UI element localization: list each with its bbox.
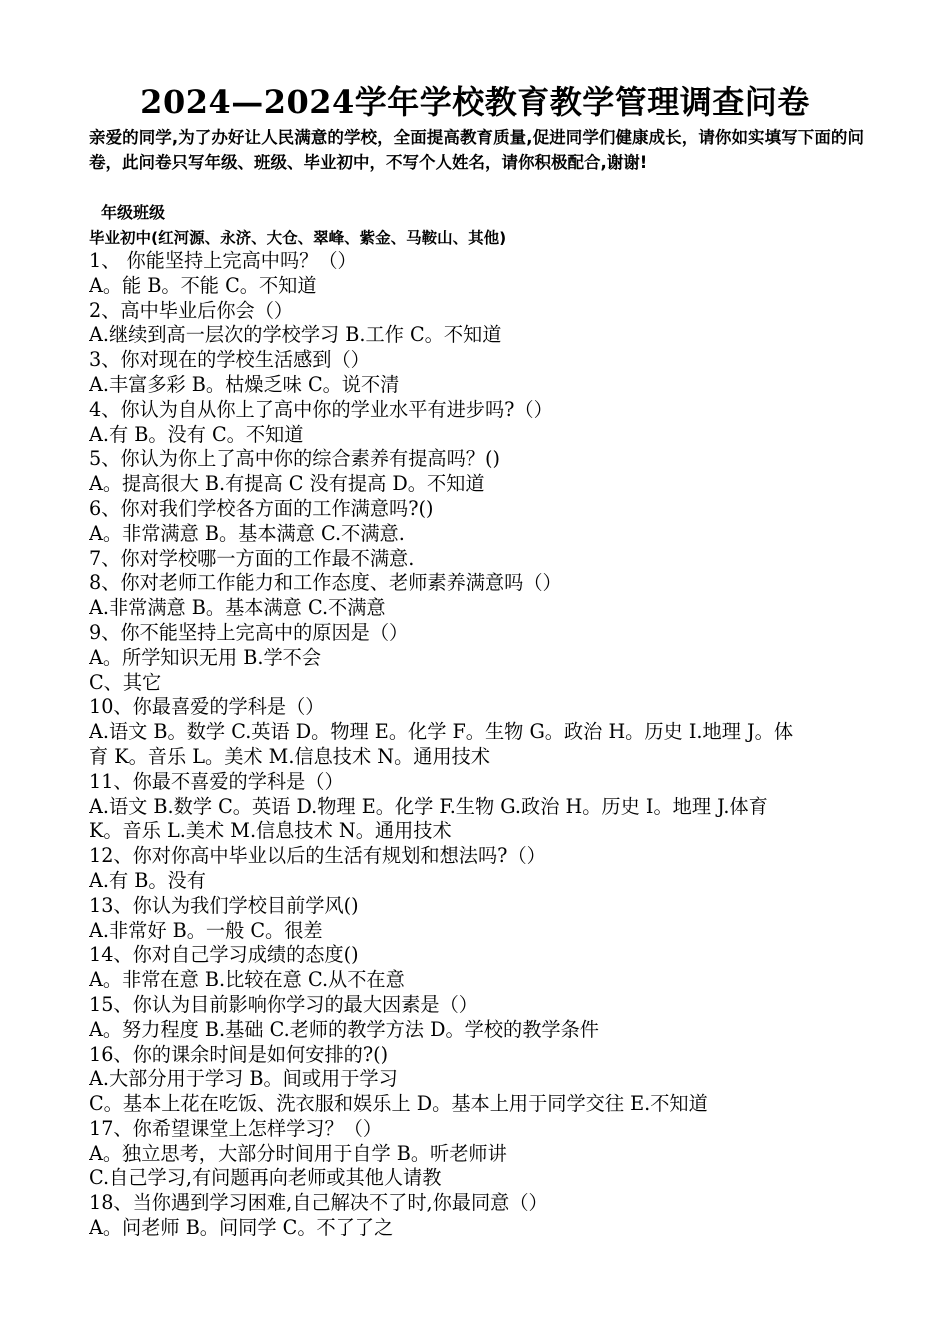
- options-16: A.大部分用于学习 B。间或用于学习: [89, 1067, 398, 1091]
- question-11: 11、你最不喜爱的学科是（）: [89, 769, 344, 793]
- options-12: A.有 B。没有: [89, 868, 206, 892]
- question-9: 9、你不能坚持上完高中的原因是（）: [89, 620, 409, 644]
- options-17: A。独立思考，大部分时间用于自学 B。听老师讲: [89, 1141, 507, 1165]
- question-18: 18、当你遇到学习困难,自己解决不了时,你最同意（）: [89, 1191, 548, 1215]
- options-11-cont: K。音乐 L.美术 M.信息技术 N。通用技术: [89, 819, 452, 843]
- question-3: 3、你对现在的学校生活感到（）: [89, 348, 370, 372]
- question-14: 14、你对自己学习成绩的态度(): [89, 943, 359, 967]
- options-17-cont: C.自己学习,有问题再向老师或其他人请教: [89, 1166, 442, 1190]
- options-5: A。提高很大 B.有提高 C 没有提高 D。不知道: [89, 472, 485, 496]
- options-6: A。非常满意 B。基本满意 C.不满意.: [89, 521, 405, 545]
- question-5: 5、你认为你上了高中你的综合素养有提高吗？(): [89, 447, 500, 471]
- question-2: 2、高中毕业后你会（）: [89, 298, 294, 322]
- question-10: 10、你最喜爱的学科是（）: [89, 695, 325, 719]
- options-2: A.继续到高一层次的学校学习 B.工作 C。不知道: [89, 323, 502, 347]
- options-15: A。努力程度 B.基础 C.老师的教学方法 D。学校的教学条件: [89, 1017, 599, 1041]
- junior-school-label: 毕业初中(红河源、永济、大仓、翠峰、紫金、马鞍山、其他): [89, 229, 507, 247]
- page-title: 2024—2024学年学校教育教学管理调查问卷: [140, 83, 810, 121]
- options-10: A.语文 B。数学 C.英语 D。物理 E。化学 F。生物 G。政治 H。历史 I.地理 J。体: [89, 720, 794, 744]
- question-16: 16、你的课余时间是如何安排的?(): [89, 1042, 389, 1066]
- options-18: A。问老师 B。问同学 C。不了了之: [89, 1216, 394, 1240]
- options-8: A.非常满意 B。基本满意 C.不满意: [89, 596, 386, 620]
- question-7: 7、你对学校哪一方面的工作最不满意.: [89, 546, 415, 570]
- question-6: 6、你对我们学校各方面的工作满意吗?(): [89, 496, 434, 520]
- options-1: A。能 B。不能 C。不知道: [89, 273, 317, 297]
- options-14: A。非常在意 B.比较在意 C.从不在意: [89, 968, 405, 992]
- question-8: 8、你对老师工作能力和工作态度、老师素养满意吗（）: [89, 571, 562, 595]
- question-13: 13、你认为我们学校目前学风(): [89, 893, 359, 917]
- options-4: A.有 B。没有 C。不知道: [89, 422, 304, 446]
- question-17: 17、你希望课堂上怎样学习？（）: [89, 1116, 383, 1140]
- question-4: 4、你认为自从你上了高中你的学业水平有进步吗?（）: [89, 397, 553, 421]
- options-10-cont: 育 K。音乐 L。美术 M.信息技术 N。通用技术: [89, 744, 491, 768]
- question-12: 12、你对你高中毕业以后的生活有规划和想法吗?（）: [89, 844, 546, 868]
- question-1: 1、 你能坚持上完高中吗？（）: [89, 249, 357, 272]
- question-15: 15、你认为目前影响你学习的最大因素是（）: [89, 992, 478, 1016]
- options-11: A.语文 B.数学 C。英语 D.物理 E。化学 F.生物 G.政治 H。历史 I。地理 J.体育: [89, 794, 768, 818]
- options-16-cont: C。基本上花在吃饭、洗衣服和娱乐上 D。基本上用于同学交往 E.不知道: [89, 1092, 708, 1116]
- options-3: A.丰富多彩 B。枯燥乏味 C。说不清: [89, 372, 400, 396]
- options-13: A.非常好 B。一般 C。很差: [89, 918, 323, 942]
- intro-paragraph: 亲爱的同学,为了办好让人民满意的学校，全面提高教育质量,促进同学们健康成长，请你如实填写下面的问卷，此问卷只写年级、班级、毕业初中，不写个人姓名，请你积极配合,谢谢!: [89, 128, 864, 172]
- options-9-cont: C、其它: [89, 670, 162, 694]
- grade-class-label: 年级班级: [101, 203, 166, 222]
- options-9: A。所学知识无用 B.学不会: [89, 645, 322, 669]
- question-list: [89, 249, 864, 1241]
